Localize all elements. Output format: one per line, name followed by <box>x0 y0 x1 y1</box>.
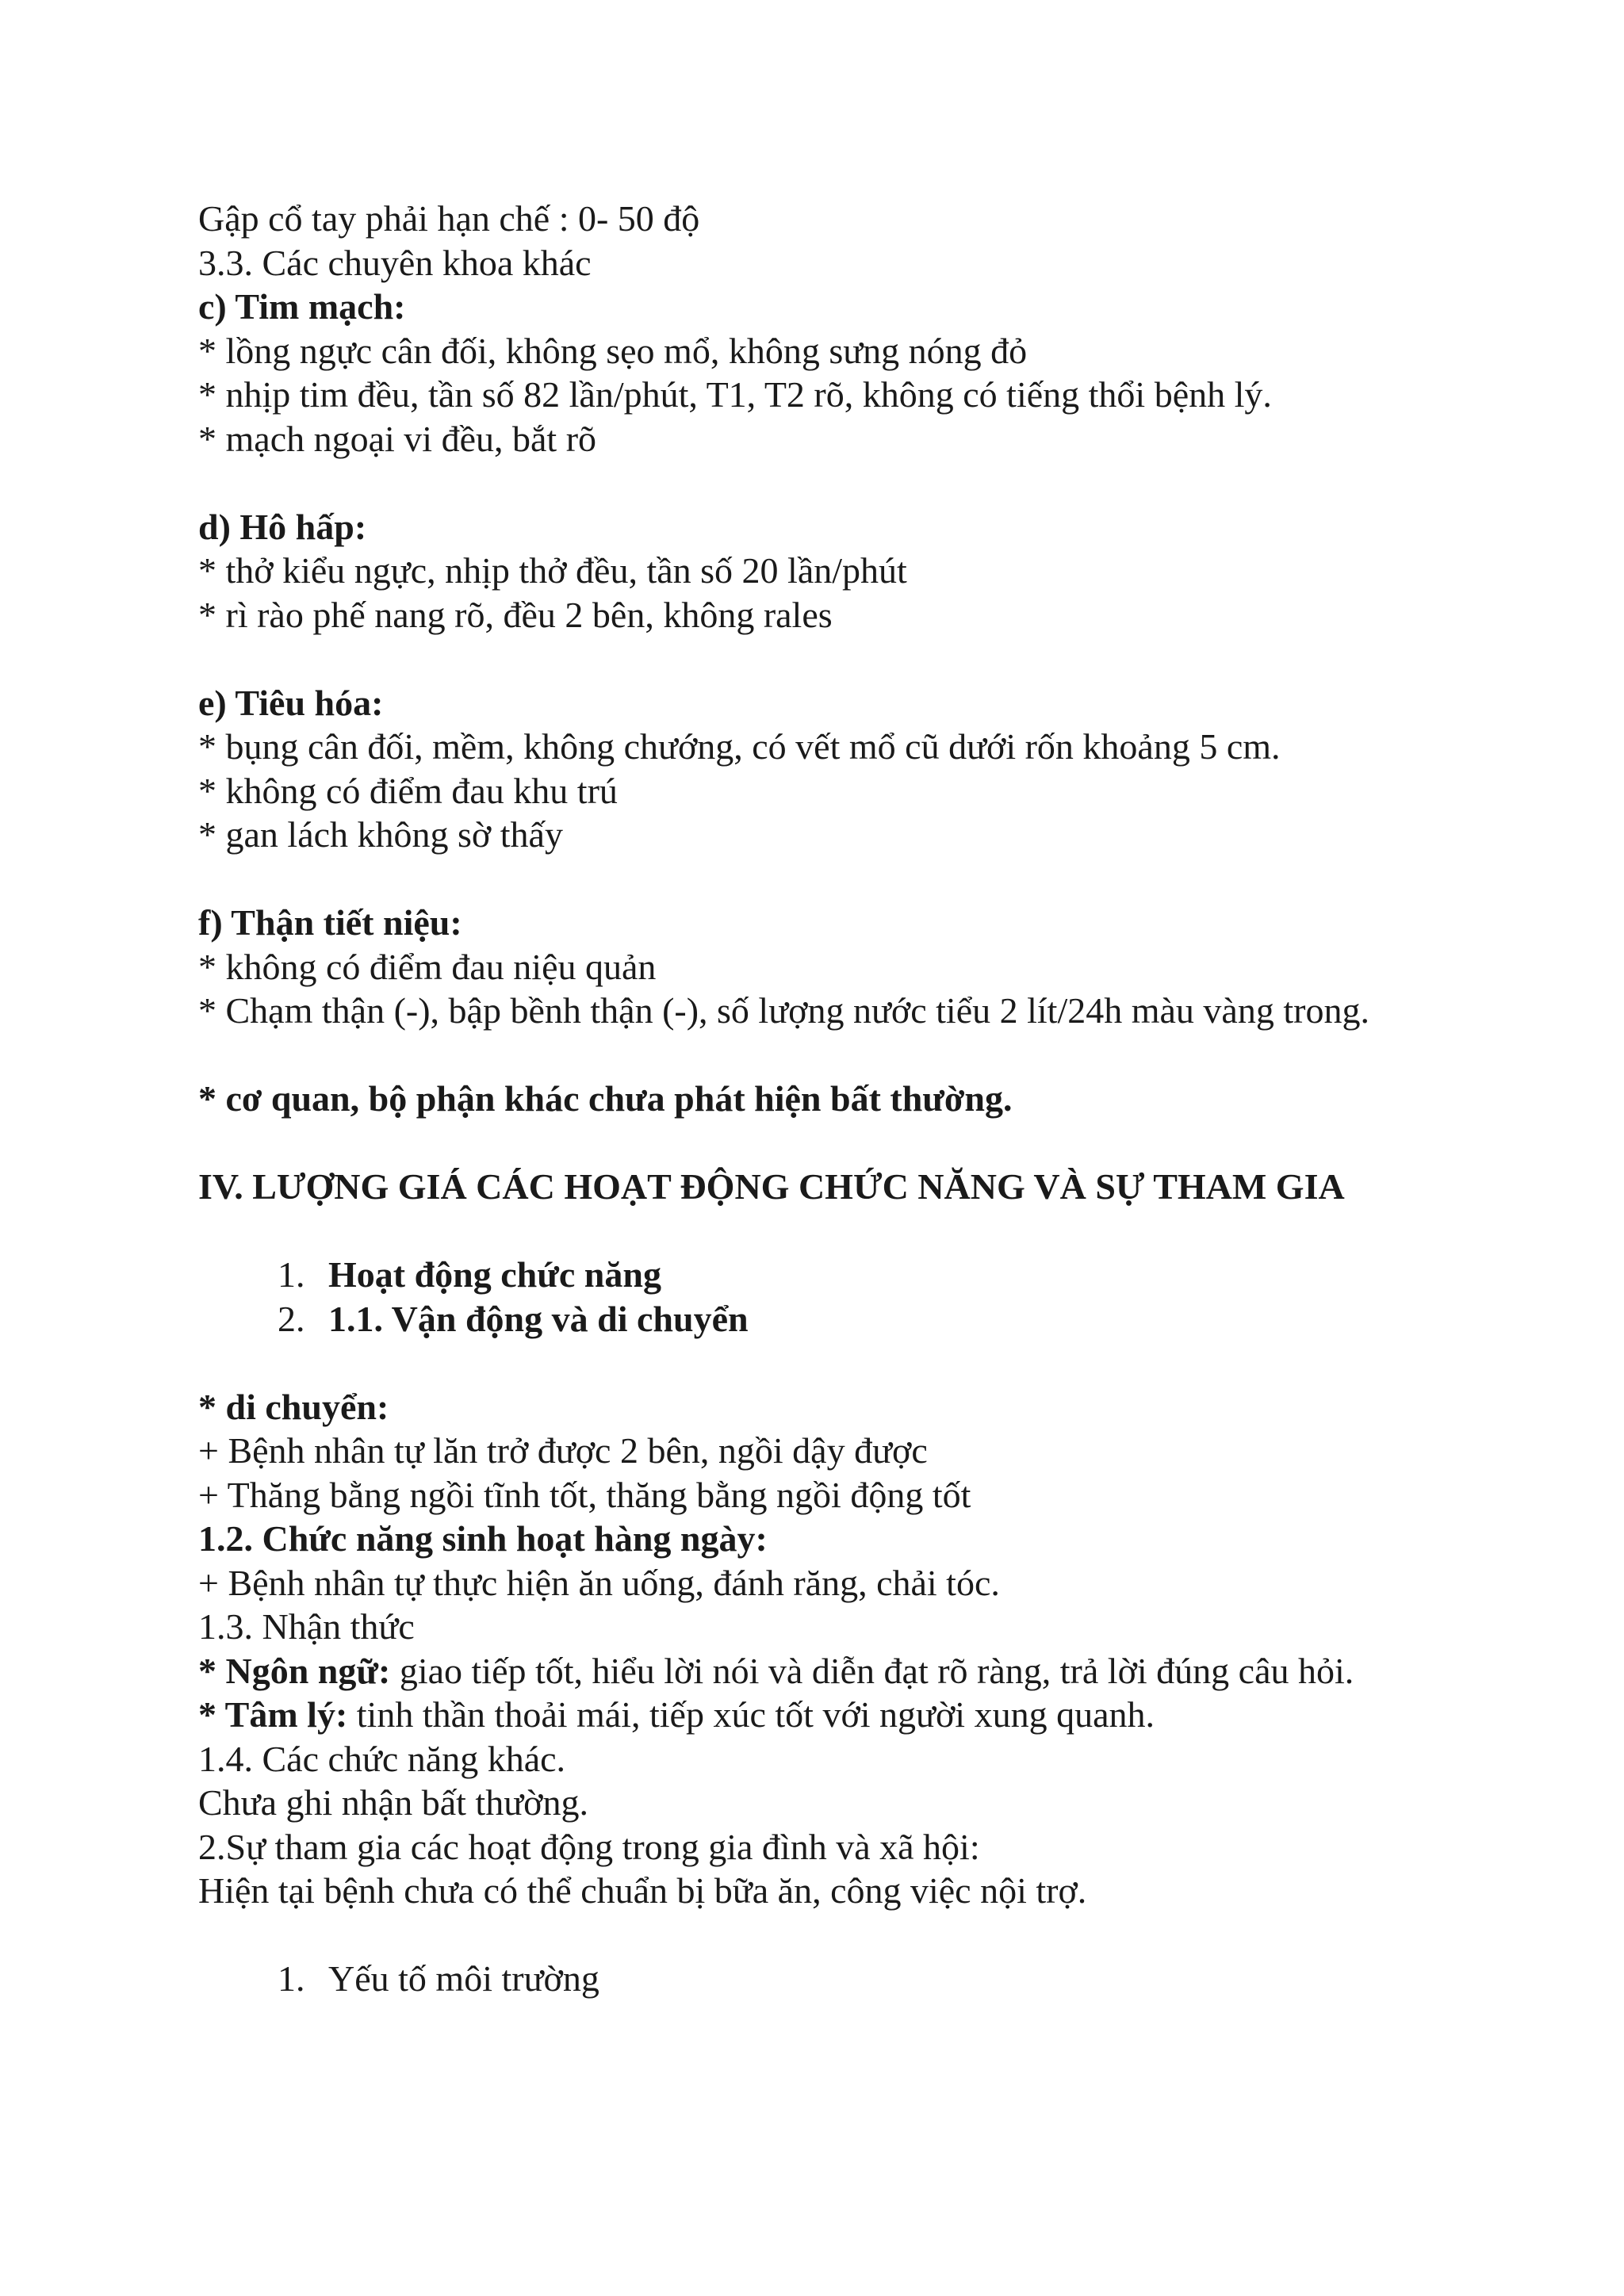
list-number: 2. <box>278 1298 305 1339</box>
text-line: * Chạm thận (-), bập bềnh thận (-), số lượng nước tiểu 2 lít/24h màu vàng trong. <box>198 990 1369 1031</box>
blank-line <box>198 1341 1499 1385</box>
blank-line <box>198 1913 1499 1957</box>
list-item <box>198 1253 1499 1297</box>
text-line <box>198 1693 1499 1737</box>
section-heading: d) Hô hấp: <box>198 506 367 547</box>
text-line: 3.3. Các chuyên khoa khác <box>198 242 592 283</box>
list-item <box>198 1297 1499 1341</box>
text-line: + Bệnh nhân tự thực hiện ăn uống, đánh răng, chải tóc. <box>198 1562 1000 1603</box>
blank-line <box>198 637 1499 681</box>
blank-line <box>198 1121 1499 1165</box>
section-heading: e) Tiêu hóa: <box>198 682 384 723</box>
text-line: * lồng ngực cân đối, không sẹo mổ, không sưng nóng đỏ <box>198 330 1028 371</box>
list-item <box>198 1957 1499 2001</box>
text-line: * thở kiểu ngực, nhịp thở đều, tần số 20 lần/phút <box>198 550 907 591</box>
blank-line <box>198 461 1499 505</box>
text-line: Hiện tại bệnh chưa có thể chuẩn bị bữa ăn, công việc nội trợ. <box>198 1870 1087 1911</box>
blank-line <box>198 1033 1499 1077</box>
text-line: 1.3. Nhận thức <box>198 1606 415 1647</box>
blank-line <box>198 857 1499 901</box>
list-text: Yếu tố môi trường <box>328 1958 599 1999</box>
text-line: * mạch ngoại vi đều, bắt rõ <box>198 418 597 459</box>
text-line: 2.Sự tham gia các hoạt động trong gia đình và xã hội: <box>198 1826 980 1867</box>
text-line: 1.4. Các chức năng khác. <box>198 1738 566 1779</box>
text-line: + Bệnh nhân tự lăn trở được 2 bên, ngồi dậy được <box>198 1430 928 1471</box>
text-line: Chưa ghi nhận bất thường. <box>198 1782 588 1823</box>
text-line: * bụng cân đối, mềm, không chướng, có vết mổ cũ dưới rốn khoảng 5 cm. <box>198 726 1281 767</box>
blank-line <box>198 1209 1499 1253</box>
text-line: + Thăng bằng ngồi tĩnh tốt, thăng bằng ngồi động tốt <box>198 1474 971 1515</box>
list-number: 1. <box>278 1254 305 1295</box>
section-heading: 1.2. Chức năng sinh hoạt hàng ngày: <box>198 1518 768 1559</box>
text-line: * không có điểm đau niệu quản <box>198 946 657 987</box>
text-line: Gập cổ tay phải hạn chế : 0- 50 độ <box>198 198 700 239</box>
list-text: Hoạt động chức năng <box>328 1254 661 1295</box>
document-page <box>198 197 1499 2001</box>
text-line: * rì rào phế nang rõ, đều 2 bên, không rales <box>198 594 833 635</box>
chapter-heading: IV. LƯỢNG GIÁ CÁC HOẠT ĐỘNG CHỨC NĂNG VÀ SỰ THAM GIA <box>198 1166 1345 1207</box>
text-line: * không có điểm đau khu trú <box>198 770 618 811</box>
text-line: * gan lách không sờ thấy <box>198 814 563 855</box>
inline-label: * Ngôn ngữ: <box>198 1650 391 1691</box>
section-heading: f) Thận tiết niệu: <box>198 902 462 943</box>
inline-text: tinh thần thoải mái, tiếp xúc tốt với người xung quanh. <box>347 1694 1155 1735</box>
inline-label: * Tâm lý: <box>198 1694 348 1735</box>
bold-note: * cơ quan, bộ phận khác chưa phát hiện bất thường. <box>198 1078 1013 1119</box>
text-line <box>198 1649 1499 1693</box>
section-heading: * di chuyển: <box>198 1386 389 1427</box>
section-heading: c) Tim mạch: <box>198 286 406 327</box>
list-text: 1.1. Vận động và di chuyển <box>328 1298 749 1339</box>
inline-text: giao tiếp tốt, hiểu lời nói và diễn đạt rõ ràng, trả lời đúng câu hỏi. <box>390 1650 1354 1691</box>
list-number: 1. <box>278 1958 305 1999</box>
text-line: * nhịp tim đều, tần số 82 lần/phút, T1, T2 rõ, không có tiếng thổi bệnh lý. <box>198 374 1272 415</box>
